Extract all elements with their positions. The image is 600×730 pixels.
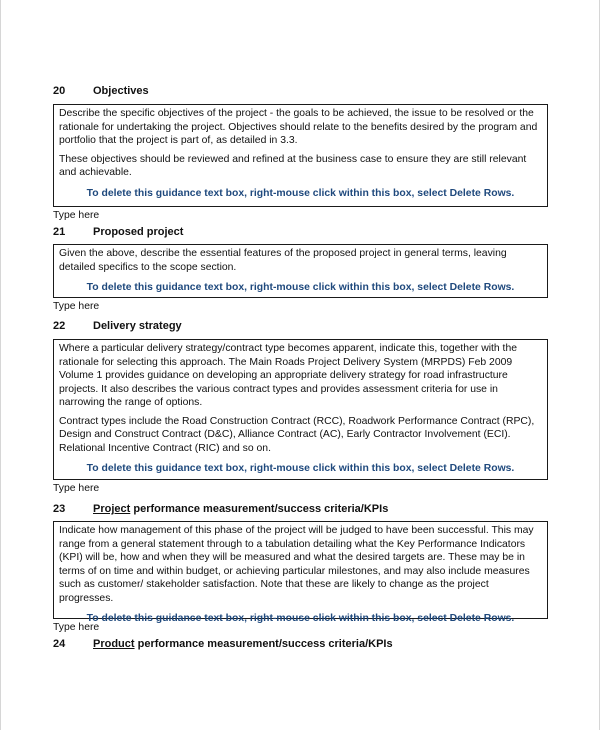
section-title: performance measurement/success criteria/KPIs	[130, 503, 389, 515]
delete-guidance-instruction: To delete this guidance text box, right-mouse click within this box, select Delete Rows.	[86, 463, 515, 474]
section-title-underlined: Project	[93, 503, 131, 515]
type-here-field[interactable]: Type here	[53, 210, 100, 221]
section-number: 20	[53, 85, 66, 97]
section-heading	[53, 83, 548, 99]
section-title-underlined: Product	[93, 638, 135, 650]
section-title: Delivery strategy	[93, 320, 182, 332]
section-21	[53, 224, 548, 313]
section-24	[53, 636, 548, 652]
guidance-box[interactable]	[53, 521, 548, 624]
section-heading	[53, 224, 548, 240]
section-number: 21	[53, 226, 66, 238]
guidance-paragraph: Contract types include the Road Construction Contract (RCC), Roadwork Performance Contract (RPC), Design and Construct Contract (D&C), Alliance Contract (AC), Early Contractor Involvement (ECI). Relational Incentive Contract (RIC) and so on.	[59, 415, 535, 454]
delete-guidance-instruction: To delete this guidance text box, right-mouse click within this box, select Delete Rows.	[86, 282, 515, 293]
section-22	[53, 318, 548, 495]
section-title: Proposed project	[93, 226, 184, 238]
section-title: performance measurement/success criteria/KPIs	[134, 638, 393, 650]
guidance-paragraph: These objectives should be reviewed and refined at the business case to ensure they are still relevant and achievable.	[59, 153, 527, 178]
guidance-box[interactable]	[53, 339, 548, 480]
section-title: Objectives	[93, 85, 149, 97]
section-heading	[53, 636, 548, 652]
guidance-paragraph: Given the above, describe the essential features of the proposed project in general terms, leaving detailed specifics to the scope section.	[59, 248, 507, 273]
section-20	[53, 83, 548, 222]
type-here-field[interactable]: Type here	[53, 622, 100, 633]
section-heading	[53, 501, 548, 517]
section-number: 23	[53, 503, 66, 515]
guidance-paragraph: Where a particular delivery strategy/contract type becomes apparent, indicate this, together with the rationale for selecting this approach. The Main Roads Project Delivery System (MRPDS) Feb 2009 Volume 1 provides guidance on developing an appropriate delivery strategy for road infrastructure projects. It also describes the various contract types and provides assessment criteria for use in narrowing the range of options.	[59, 343, 517, 408]
guidance-box[interactable]	[53, 104, 548, 207]
delete-guidance-instruction: To delete this guidance text box, right-mouse click within this box, select Delete Rows.	[86, 187, 515, 199]
guidance-paragraph: Indicate how management of this phase of the project will be judged to have been successful. This may range from a general statement through to a tabulation detailing what the Key Performance Indicators (KPI) will be, how and when they will be measured and what the desired targets are. These may be in terms of on time and within budget, or achieving particular milestones, and may also include measures such as customer/ stakeholder satisfaction. Note that these are likely to change as the project progresses.	[59, 525, 534, 604]
guidance-paragraph: Describe the specific objectives of the project - the goals to be achieved, the issue to be resolved or the rationale for undertaking the project. Objectives should relate to the benefits desired by the program and portfolio that the project is part of, as detailed in 3.3.	[59, 108, 538, 146]
section-23	[53, 501, 548, 634]
section-number: 24	[53, 638, 66, 650]
type-here-field[interactable]: Type here	[53, 483, 100, 494]
delete-guidance-instruction: To delete this guidance text box, right-mouse click within this box, select Delete Rows.	[86, 613, 515, 624]
section-number: 22	[53, 320, 66, 332]
section-heading	[53, 318, 548, 334]
type-here-field[interactable]: Type here	[53, 301, 100, 312]
guidance-box[interactable]	[53, 244, 548, 298]
